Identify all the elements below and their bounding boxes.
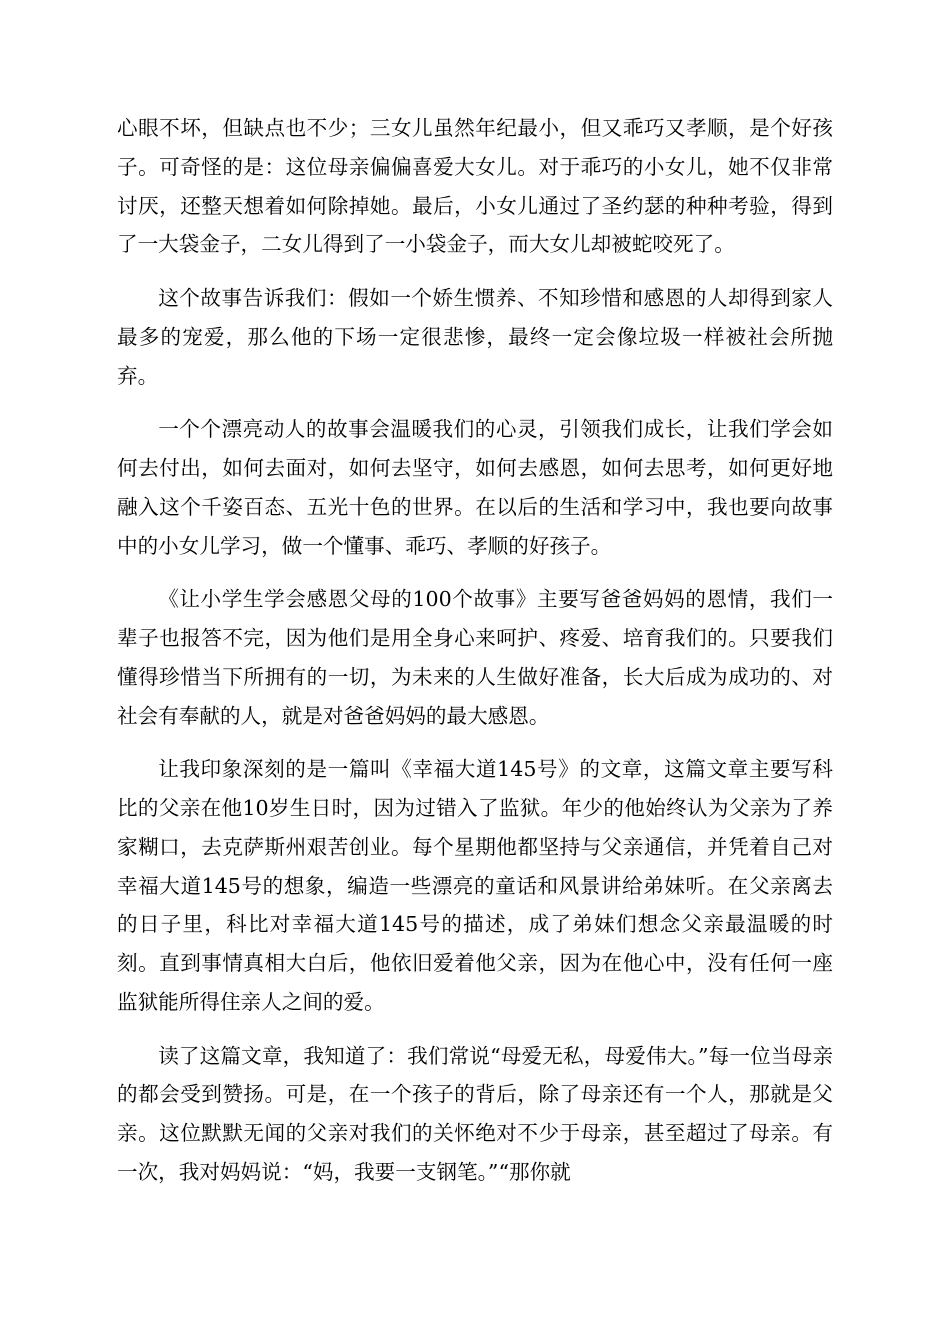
paragraph-2: 这个故事告诉我们：假如一个娇生惯养、不知珍惜和感恩的人却得到家人最多的宠爱，那么他的下场一定很悲惨，最终一定会像垃圾一样被社会所抛弃。 [117, 286, 833, 388]
paragraph-5: 让我印象深刻的是一篇叫《幸福大道145号》的文章，这篇文章主要写科比的父亲在他10岁生日时，因为过错入了监狱。年少的他始终认为父亲为了养家糊口，去克萨斯州艰苦创业。每个星期他都坚持与父亲通信，并凭着自己对幸福大道145号的想象，编造一些漂亮的童话和风景讲给弟妹听。在父亲离去的日子里，科比对幸福大道145号的描述，成了弟妹们想念父亲最温暖的时刻。直到事情真相大白后，他依旧爱着他父亲，因为在他心中，没有任何一座监狱能所得住亲人之间的爱。 [117, 757, 833, 1014]
paragraph-3: 一个个漂亮动人的故事会温暖我们的心灵，引领我们成长，让我们学会如何去付出，如何去面对，如何去坚守，如何去感恩，如何去思考，如何更好地融入这个千姿百态、五光十色的世界。在以后的生活和学习中，我也要向故事中的小女儿学习，做一个懂事、乖巧、孝顺的好孩子。 [117, 417, 833, 558]
paragraph-6: 读了这篇文章，我知道了：我们常说“母爱无私，母爱伟大。”每一位当母亲的都会受到赞扬。可是，在一个孩子的背后，除了母亲还有一个人，那就是父亲。这位默默无闻的父亲对我们的关怀绝对不少于母亲，甚至超过了母亲。有一次，我对妈妈说：“妈，我要一支钢笔。”“那你就 [117, 1043, 833, 1184]
document-body [117, 109, 833, 1207]
paragraph-1: 心眼不坏，但缺点也不少；三女儿虽然年纪最小，但又乖巧又孝顺，是个好孩子。可奇怪的是：这位母亲偏偏喜爱大女儿。对于乖巧的小女儿，她不仅非常讨厌，还整天想着如何除掉她。最后，小女儿通过了圣约瑟的种种考验，得到了一大袋金子，二女儿得到了一小袋金子，而大女儿却被蛇咬死了。 [117, 116, 833, 257]
paragraph-4: 《让小学生学会感恩父母的100个故事》主要写爸爸妈妈的恩情，我们一辈子也报答不完，因为他们是用全身心来呵护、疼爱、培育我们的。只要我们懂得珍惜当下所拥有的一切，为未来的人生做好准备，长大后成为成功的、对社会有奉献的人，就是对爸爸妈妈的最大感恩。 [117, 587, 833, 728]
